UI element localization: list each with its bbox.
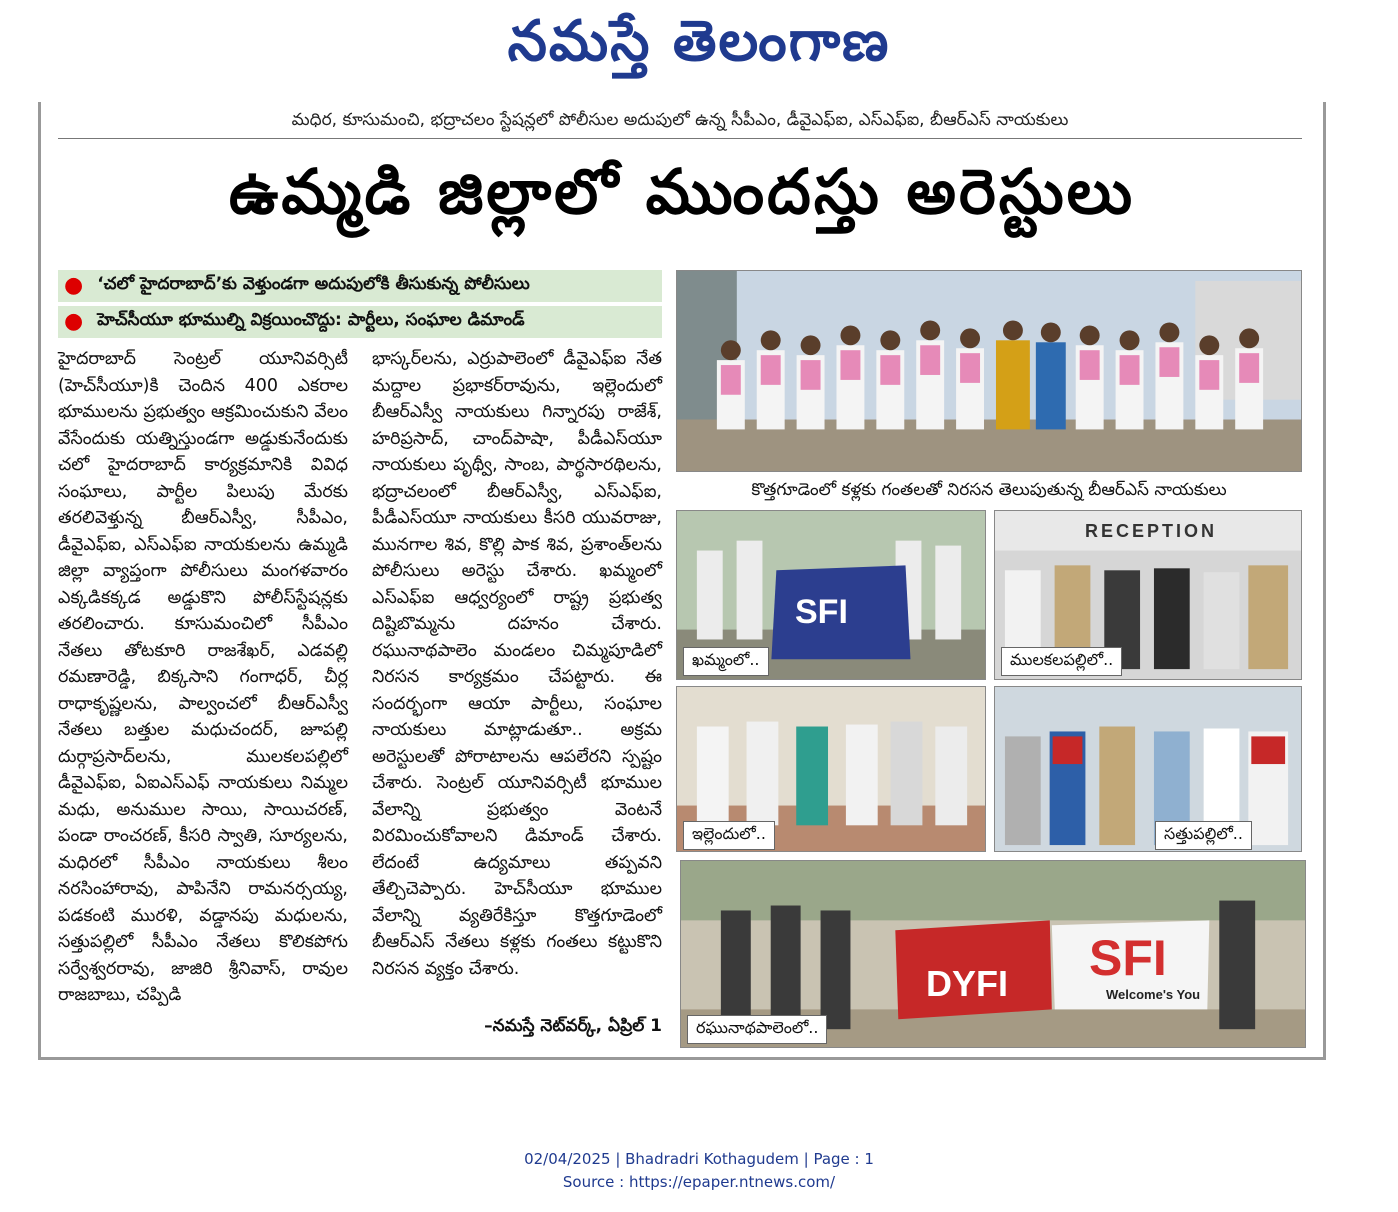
highlight-1 <box>58 270 662 302</box>
banner-dyfi-text: DYFI <box>926 963 1009 1004</box>
article-column-1: హైదరాబాద్ సెంట్రల్ యూనివర్సిటీ (హెచ్‌సీయూ)కి చెందిన 400 ఎకరాల భూములను ప్రభుత్వం ఆక్రమించుకుని వేలం వేసేందుకు యత్నిస్తుండగా అడ్డుకునేందుకు చలో హైదరాబాద్ కార్యక్రమానికి వివిధ సంఘాలు, పార్టీల పిలుపు మేరకు తరలివెళ్తున్న బీఆర్ఎస్వీ, సీపీఎం, డీవైఎఫ్ఐ, ఎస్ఎఫ్ఐ నాయకులను ఉమ్మడి జిల్లా వ్యాప్తంగా పోలీసులు మంగళవారం ఎక్కడికక్కడ అడ్డుకొని పోలీస్‌స్టేషన్లకు తరలించారు. కూసుమంచిలో సీపీఎం నేతలు తోటకూరి రాజశేఖర్, ఎడవల్లి రమణారెడ్డి, బిక్కసాని గంగాధర్, చీర్ల రాధాకృష్ణలను, పాల్వంచలో బీఆర్ఎస్వీ నేతలు బత్తుల మధుచందర్, జూపల్లి దుర్గాప్రసాద్‌లను, ములకలపల్లిలో డీవైఎఫ్ఐ, ఏఐఎస్ఎఫ్ నాయకులు నిమ్మల మధు, అనుముల సాయి, సాయిచరణ్, పండా రాంచరణ్, కీసరి స్వాతి, సూర్యలను, మధిరలో సీపీఎం నాయకులు శీలం నరసింహారావు, పాపినేని రామనర్సయ్య, పడకంటి మురళి, వడ్డానపు మధులను, సత్తుపల్లిలో సీపీఎం నేతలు కొలికపోగు సర్వేశ్వరరావు, జాజిరి శ్రీనివాస్, రావుల రాజబాబు, చప్పిడి <box>58 349 348 1005</box>
bullet-dot-icon: ● <box>64 273 84 298</box>
photo-khammam <box>676 510 986 680</box>
highlight-1-text: ‘చలో హైదరాబాద్’కు వెళ్తుండగా అదుపులోకి తీసుకున్న పోలీసులు <box>97 274 530 294</box>
masthead-title: నమస్తే తెలంగాణ <box>507 8 891 74</box>
photo-mulakalapalli <box>994 510 1302 680</box>
photo-kothagudem <box>676 270 1302 472</box>
photo-kothagudem-image <box>677 271 1301 471</box>
photo-raghunathapalem-caption: రఘునాథపాలెంలో.. <box>687 1015 827 1044</box>
photo-khammam-banner-text: SFI <box>795 593 848 631</box>
photo-mulakalapalli-caption: ములకలపల్లిలో.. <box>1001 647 1122 676</box>
article-byline: –నమస్తే నెట్‌వర్క్, ఏప్రిల్ 1 <box>484 1016 662 1036</box>
footer-edition-info: 02/04/2025 | Bhadradri Kothagudem | Page : 1 <box>524 1150 874 1168</box>
photo-sattupalli-caption: సత్తుపల్లిలో.. <box>1155 821 1252 850</box>
highlight-2 <box>58 306 662 338</box>
photo-raghunathapalem <box>680 860 1306 1048</box>
photo-sattupalli-image <box>995 687 1301 851</box>
photo-mulakalapalli-sign: RECEPTION <box>1085 521 1218 541</box>
footer-source-link[interactable]: Source : https://epaper.ntnews.com/ <box>562 1173 836 1191</box>
article-highlights <box>58 270 662 342</box>
article-column-2: భాస్కర్‌లను, ఎర్రుపాలెంలో డీవైఎఫ్ఐ నేత మద్దాల ప్రభాకర్‌రావును, ఇల్లెందులో బీఆర్ఎస్వీ నాయకులు గిన్నారపు రాజేశ్, హరిప్రసాద్, చాంద్‌పాషా, పీడీఎస్‌యూ నాయకులు పృథ్వీ, సాంబ, పార్థసారథిలను, భద్రాచలంలో బీఆర్ఎస్వీ, ఎస్ఎఫ్ఐ, పీడీఎస్‌యూ నాయకులు కీసరి యువరాజు, మునగాల శివ, కొల్లి పాక శివ, ప్రశాంత్‌లను పోలీసులు అరెస్టు చేశారు. ఖమ్మంలో ఎస్ఎఫ్ఐ ఆధ్వర్యంలో రాష్ట్ర ప్రభుత్వ దిష్టిబొమ్మను దహనం చేశారు. రఘునాథపాలెం మండలం చిమ్మపూడిలో నిరసన కార్యక్రమం చేపట్టారు. ఈ సందర్భంగా ఆయా పార్టీలు, సంఘాల నాయకులు మాట్లాడుతూ.. అక్రమ అరెస్టులతో పోరాటాలను ఆపలేరని స్పష్టం చేశారు. సెంట్రల్ యూనివర్సిటీ భూముల వేలాన్ని ప్రభుత్వం వెంటనే విరమించుకోవాలని డిమాండ్ చేశారు. లేదంటే ఉద్యమాలు తప్పవని తేల్చిచెప్పారు. హెచ్‌సీయూ భూముల వేలాన్ని వ్యతిరేకిస్తూ కొత్తగూడెంలో బీఆర్ఎస్ నేతలు కళ్లకు గంతలు కట్టుకొని నిరసన వ్యక్తం చేశారు. <box>372 349 662 979</box>
kicker-divider <box>58 138 1302 139</box>
photo-kothagudem-caption: కొత్తగూడెంలో కళ్లకు గంతలతో నిరసన తెలుపుతున్న బీఆర్ఎస్ నాయకులు <box>751 480 1227 500</box>
photo-khammam-caption: ఖమ్మంలో.. <box>683 647 769 676</box>
banner-welcome-text: Welcome's You <box>1106 987 1201 1002</box>
banner-sfi-text: SFI <box>1089 930 1167 986</box>
article-headline: ఉమ్మడి జిల్లాలో ముందస్తు అరెస్టులు <box>228 155 1136 228</box>
bullet-dot-icon: ● <box>64 309 84 334</box>
photo-illendu <box>676 686 986 852</box>
highlight-2-text: హెచ్‌సీయూ భూముల్ని విక్రయించొద్దు: పార్టీలు, సంఘాల డిమాండ్ <box>97 310 525 330</box>
photo-illendu-caption: ఇల్లెందులో.. <box>683 821 775 850</box>
photo-sattupalli <box>994 686 1302 852</box>
article-kicker: మధిర, కూసుమంచి, భద్రాచలం స్టేషన్లలో పోలీసుల అదుపులో ఉన్న సీపీఎం, డీవైఎఫ్ఐ, ఎస్ఎఫ్ఐ, బీఆర్ఎస్ నాయకులు <box>291 110 1069 130</box>
